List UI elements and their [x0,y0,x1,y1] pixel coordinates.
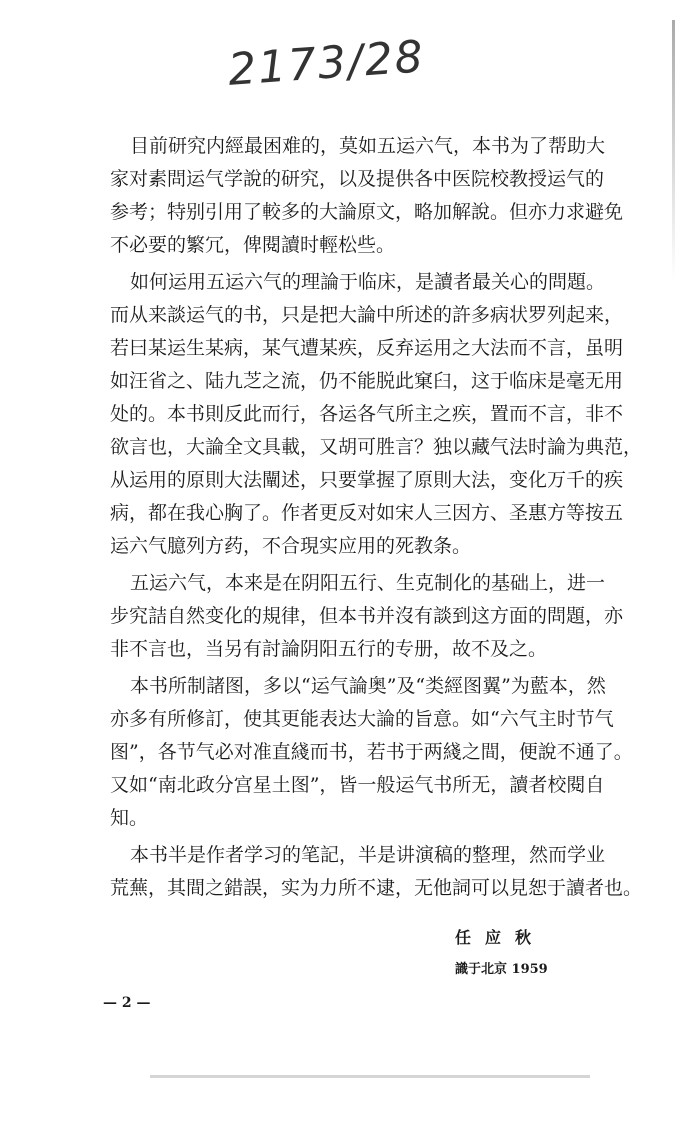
scan-edge-shadow [672,20,675,280]
signature-place-date: 識于北京 1959 [455,962,548,977]
text-line: 目前研究内經最困难的，莫如五运六气，本书为了帮助大 [130,135,606,157]
text-line: 图”，各节气必对准直綫而书，若书于两綫之間，便說不通了。 [110,741,633,763]
preface-body [110,130,643,909]
text-line: 如汪省之、陆九芝之流，仍不能脱此窠臼，这于临床是毫无用 [110,370,624,392]
text-line: 不必要的繁冗，俾閱讀时輕松些。 [110,234,396,256]
handwritten-catalog-number: 2173/28 [226,31,427,96]
text-line: 若曰某运生某病，某气遭某疾，反弃运用之大法而不言，虽明 [110,337,624,359]
text-line: 参考；特别引用了較多的大論原文，略加解說。但亦力求避免 [110,201,624,223]
text-line: 从运用的原則大法闡述，只要掌握了原則大法，变化万千的疾 [110,469,624,491]
text-line: 又如“南北政分宫星土图”，皆一般运气书所无，讀者校閱自 [110,774,605,796]
text-line: 五运六气，本来是在阴阳五行、生克制化的基础上，进一 [130,572,606,594]
text-line: 亦多有所修訂，使其更能表达大論的旨意。如“六气主时节气 [110,708,614,730]
text-line: 处的。本书則反此而行，各运各气所主之疾，置而不言，非不 [110,403,624,425]
paragraph [110,670,633,835]
text-line: 家对素問运气学說的研究，以及提供各中医院校教授运气的 [110,168,605,190]
text-line: 步究詰自然变化的規律，但本书并沒有談到这方面的問題，亦 [110,605,624,627]
text-line: 荒蕪，其間之錯誤，实为力所不逮，无他詞可以見恕于讀者也。 [110,877,643,899]
text-line: 本书所制諸图，多以“运气論奥”及“类經图翼”为藍本，然 [130,675,606,697]
paragraph [110,839,643,905]
text-line: 知。 [110,807,149,829]
paragraph [110,130,624,262]
text-line: 而从来談运气的书，只是把大論中所述的許多病状罗列起来， [110,304,624,326]
text-line: 本书半是作者学习的笔記，半是讲演稿的整理，然而学业 [130,844,606,866]
author-signature: 任应秋 [455,928,546,947]
scan-smudge [150,1075,590,1078]
text-line: 病，都在我心胸了。作者更反对如宋人三因方、圣惠方等按五 [110,502,624,524]
text-line: 欲言也，大論全文具載，又胡可胜言？独以藏气法时論为典范， [110,436,643,458]
text-line: 运六气臆列方药，不合現实应用的死教条。 [110,535,472,557]
paragraph [110,266,643,563]
paragraph [110,567,624,666]
text-line: 非不言也，当另有討論阴阳五行的专册，故不及之。 [110,638,548,660]
page-number: — 2 — [103,995,151,1011]
text-line: 如何运用五运六气的理論于临床，是讀者最关心的問題。 [130,271,606,293]
